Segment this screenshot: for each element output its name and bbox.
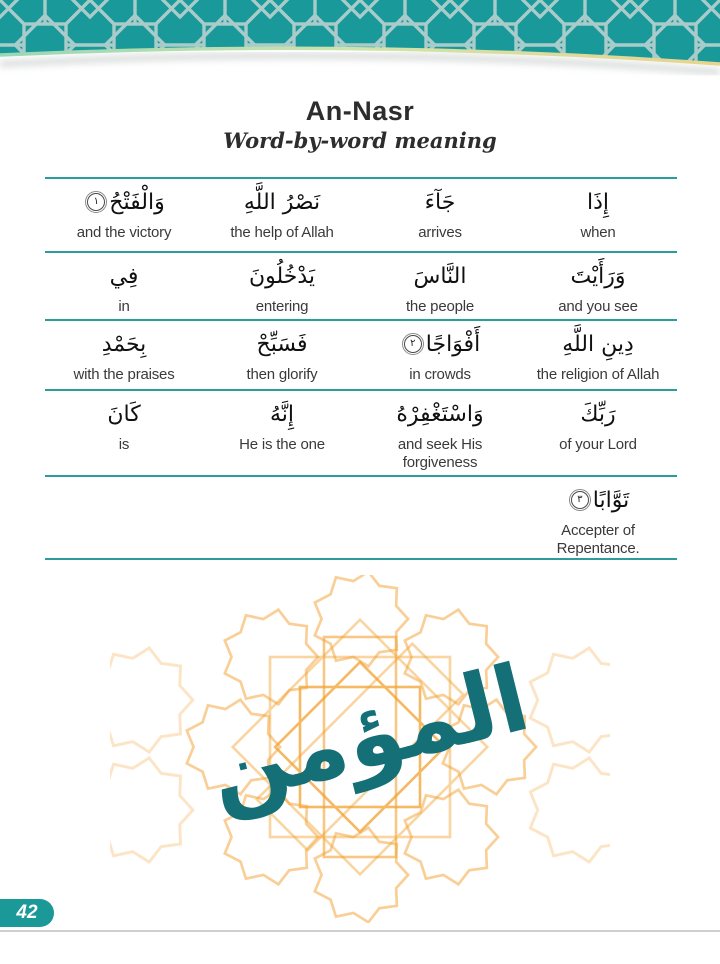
page-number: 42 <box>16 902 38 923</box>
ayah-marker-icon: ٢ <box>404 335 422 353</box>
table-row <box>45 319 677 389</box>
word-cell <box>361 391 519 475</box>
word-cell <box>361 321 519 389</box>
word-cell <box>45 391 203 475</box>
english-meaning: and you see <box>558 298 638 315</box>
arabic-word: إِذَا <box>586 190 610 215</box>
arabic-word: وَالْفَتْحُ١ <box>45 182 203 224</box>
english-meaning: the religion of Allah <box>536 366 660 383</box>
word-cell <box>203 321 361 389</box>
english-meaning: entering <box>255 298 309 315</box>
word-cell <box>361 253 519 319</box>
word-cell <box>45 179 203 251</box>
english-meaning: in crowds <box>409 366 471 383</box>
arabic-word: فَسَبِّحْ <box>256 332 308 357</box>
english-meaning: of your Lord <box>559 436 637 453</box>
page-number-badge <box>0 899 54 927</box>
english-meaning: with the praises <box>73 366 175 383</box>
arabic-word: النَّاسَ <box>413 264 467 289</box>
arabic-word: جَآءَ <box>424 190 456 215</box>
word-cell-empty <box>45 477 203 558</box>
english-meaning: the help of Allah <box>230 224 334 241</box>
arabic-word: إِنَّهُ <box>269 402 295 427</box>
english-meaning: in <box>118 298 130 315</box>
header-banner <box>0 0 720 92</box>
word-meaning-table <box>45 177 677 560</box>
word-cell <box>519 391 677 475</box>
ayah-marker-icon: ١ <box>87 193 105 211</box>
word-cell <box>519 321 677 389</box>
page-subtitle: Word-by-word meaning <box>223 128 497 153</box>
word-cell <box>519 179 677 251</box>
arabic-word: كَانَ <box>107 402 141 427</box>
arabic-word: نَصْرُ اللَّهِ <box>243 190 321 215</box>
table-row <box>45 389 677 475</box>
english-meaning: He is the one <box>239 436 325 453</box>
arabic-word: وَرَأَيْتَ <box>570 264 626 289</box>
arabic-word: دِينِ اللَّهِ <box>562 332 634 357</box>
table-row <box>45 177 677 251</box>
word-cell <box>45 321 203 389</box>
arabic-word: يَدْخُلُونَ <box>248 264 316 289</box>
english-meaning: and the victory <box>76 224 172 241</box>
arabic-word: فِي <box>109 264 139 289</box>
arabic-word: أَفْوَاجًا٢ <box>361 324 519 366</box>
word-cell-empty <box>203 477 361 558</box>
english-meaning: arrives <box>418 224 462 241</box>
table-row <box>45 251 677 319</box>
geometric-pattern-band <box>0 0 720 92</box>
arabic-word: وَاسْتَغْفِرْهُ <box>396 402 484 427</box>
english-meaning: is <box>118 436 130 453</box>
english-meaning: then glorify <box>246 366 318 383</box>
table-row <box>45 475 677 558</box>
word-cell <box>361 179 519 251</box>
arabic-word: بِحَمْدِ <box>101 332 147 357</box>
ayah-marker-icon: ٣ <box>571 491 589 509</box>
word-cell <box>203 391 361 475</box>
page-bottom-divider <box>0 930 720 932</box>
english-meaning: and seek His forgiveness <box>397 436 483 471</box>
arabic-word: رَبِّكَ <box>580 402 616 427</box>
calligraphy-al-mumin: المؤمن <box>197 643 539 827</box>
word-cell <box>519 253 677 319</box>
english-meaning: when <box>580 224 616 241</box>
english-meaning: Accepter of Repentance. <box>556 522 640 557</box>
word-cell <box>45 253 203 319</box>
page-title: An-Nasr <box>305 96 415 126</box>
english-meaning: the people <box>405 298 475 315</box>
word-cell <box>203 253 361 319</box>
watermark-ornament <box>110 575 610 923</box>
word-cell <box>203 179 361 251</box>
arabic-word: تَوَّابًا٣ <box>519 480 677 522</box>
